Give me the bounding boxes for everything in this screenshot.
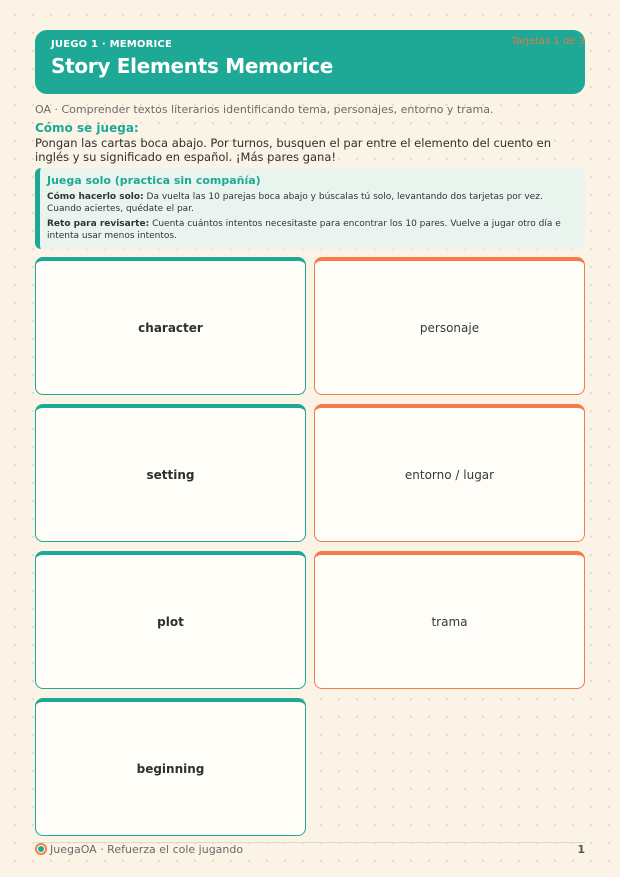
card-en-plot[interactable] (35, 551, 306, 689)
solo-challenge-label: Reto para revisarte: (47, 219, 150, 229)
footer-brand: JuegaOA · Refuerza el cole jugando (50, 843, 244, 856)
card-meaning: entorno / lugar (404, 467, 495, 482)
card-meaning: personaje (419, 320, 480, 335)
game-header (35, 30, 585, 94)
page-title: Story Elements Memorice (51, 54, 334, 78)
brand-logo-icon (35, 843, 47, 855)
card-term: character (138, 320, 203, 335)
card-en-beginning[interactable] (35, 698, 306, 836)
solo-challenge-text: Cuenta cuántos intentos necesitaste para encontrar los 10 pares. Vuelve a jugar otro día e intenta usar menos intentos. (47, 219, 561, 241)
solo-how-label: Cómo hacerlo solo: (47, 192, 144, 202)
card-term: beginning (136, 761, 205, 776)
how-to-play-title: Cómo se juega: (35, 121, 139, 135)
solo-play-title: Juega solo (practica sin compañía) (47, 174, 261, 187)
solo-how-paragraph (47, 191, 573, 215)
solo-challenge-paragraph (47, 218, 573, 242)
solo-how-text: Da vuelta las 10 parejas boca abajo y búscalas tú solo, levantando dos tarjetas por vez. Cuando aciertes, quédate el par. (47, 192, 543, 214)
card-term: setting (146, 467, 195, 482)
card-es-entorno[interactable] (314, 404, 585, 542)
cards-count-label: Tarjetas 1 de 3 (511, 36, 585, 47)
card-en-setting[interactable] (35, 404, 306, 542)
card-es-trama[interactable] (314, 551, 585, 689)
card-term: plot (157, 614, 184, 629)
solo-play-box (35, 168, 585, 249)
game-kicker: JUEGO 1 · MEMORICE (51, 39, 173, 50)
card-en-character[interactable] (35, 257, 306, 395)
card-meaning: trama (431, 614, 468, 629)
how-to-play-text: Pongan las cartas boca abajo. Por turnos, busquen el par entre el elemento del cuento en inglés y su significado en español. ¡Más pares gana! (35, 136, 552, 164)
page-number: 1 (577, 843, 585, 856)
card-es-personaje[interactable] (314, 257, 585, 395)
learning-objective: OA · Comprender textos literarios identificando tema, personajes, entorno y trama. (35, 103, 494, 116)
